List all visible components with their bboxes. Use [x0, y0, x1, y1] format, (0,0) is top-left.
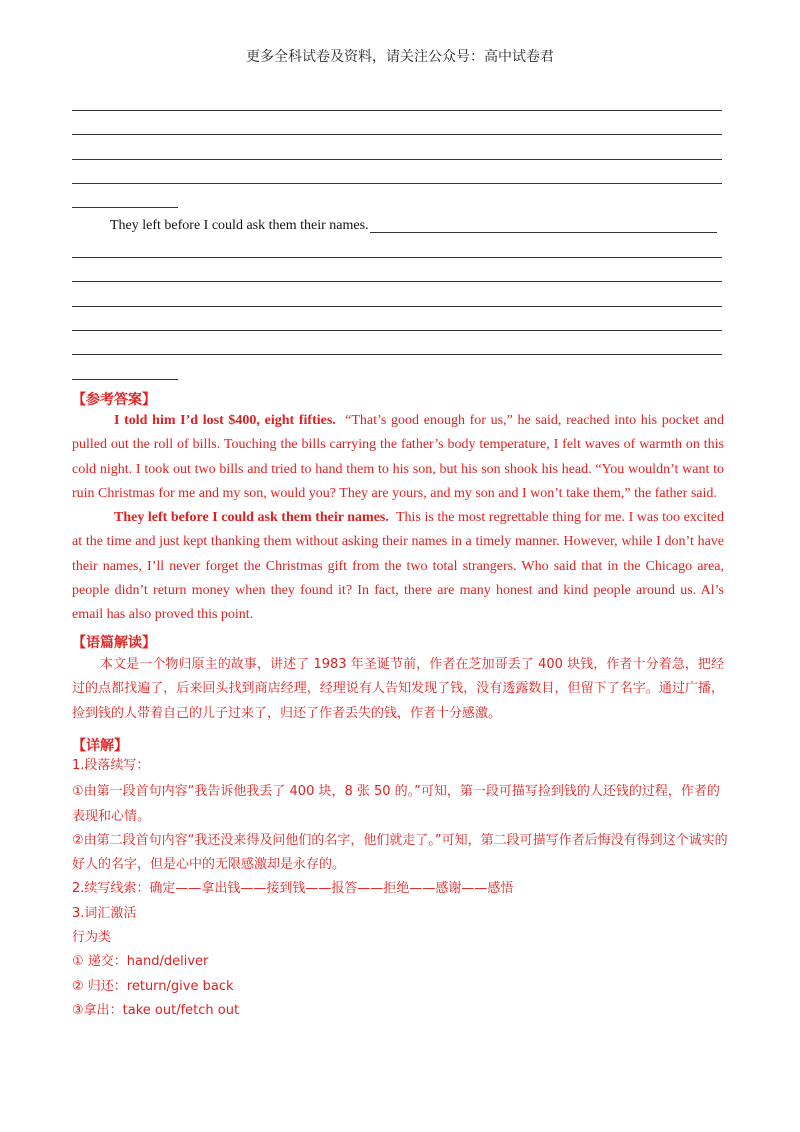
answer-p1-body: “That’s good enough for us,” he said, reached into his pocket and pulled out the roll of bills. Touching the bills carrying the father’s body temperature, I felt waves of warmth on this cold night. I took out two bills and tried to hand them to his son, but his son shook his head. “You wouldn’t want to ruin Christmas for me and my son, would you? They are yours, and my son and I won’t take them,” the father said. [72, 413, 725, 501]
answer-paragraph-2 [72, 506, 724, 627]
writing-line [72, 110, 722, 111]
vocab-item: ① 递交：hand/deliver [72, 954, 209, 970]
detail-item-1: 1.段落续写： [72, 758, 150, 773]
detail-item-3: 3.词汇激活 [72, 905, 137, 921]
vocab-category: 行为类 [72, 930, 112, 946]
answer-text [72, 409, 724, 628]
writing-line [72, 281, 722, 282]
writing-line [72, 159, 722, 160]
detail-title: 【详解】 [72, 738, 128, 754]
writing-line [72, 330, 722, 331]
writing-line [72, 306, 722, 307]
writing-line [370, 232, 717, 233]
answer-title: 【参考答案】 [72, 392, 156, 408]
reading-paragraph: 本文是一个物归原主的故事，讲述了 1983 年圣诞节前，作者在芝加哥丢了 400 块钱，作者十分着急，把经过的点都找遍了，后来回头找到商店经理，经理说有人告知发现了钱，没有透露数目，但留下了名字。通过广播，捡到钱的人带着自己的儿子过来了，归还了作者丢失的钱，作者十分感激。 [72, 657, 724, 721]
writing-line-short [72, 207, 178, 208]
answer-p2-body: This is the most regrettable thing for me. I was too excited at the time and just kept thanking them without asking their names in a timely manner. However, while I don’t have their names, I’ll never forget the Christmas gift from the two total strangers. Who said that in the Chicago area, people didn’t return money when they found it? In fact, there are many honest and kind people around us. Al’s email has also proved this point. [72, 510, 724, 623]
detail-item-1a: ①由第一段首句内容“我告诉他我丢了 400 块，8 张 50 的。”可知，第一段可描写捡到钱的人还钱的过程，作者的表现和心情。 [72, 784, 720, 824]
reading-title: 【语篇解读】 [72, 635, 156, 651]
vocab-item: ② 归还：return/give back [72, 978, 234, 994]
writing-line [72, 354, 722, 355]
writing-line-short [72, 379, 178, 380]
paragraph-prompt: They left before I could ask them their names. [110, 218, 369, 233]
answer-paragraph-1 [72, 409, 724, 506]
writing-line [72, 257, 722, 258]
detail-item-2: 2.续写线索：确定——拿出钱——接到钱——报答——拒绝——感谢——感悟 [72, 881, 514, 897]
answer-p1-lead: I told him I’d lost $400, eight fifties. [114, 413, 336, 428]
page-header: 更多全科试卷及资料，请关注公众号：高中试卷君 [246, 49, 554, 65]
writing-line [72, 134, 722, 135]
writing-line [72, 183, 722, 184]
detail-body [72, 754, 732, 1023]
reading-text [72, 653, 724, 726]
vocab-item: ③拿出：take out/fetch out [72, 1002, 240, 1018]
answer-p2-lead: They left before I could ask them their names. [114, 510, 389, 526]
detail-item-1b: ②由第二段首句内容“我还没来得及问他们的名字，他们就走了。”可知，第二段可描写作者后悔没有得到这个诚实的好人的名字，但是心中的无限感激却是永存的。 [72, 832, 728, 873]
